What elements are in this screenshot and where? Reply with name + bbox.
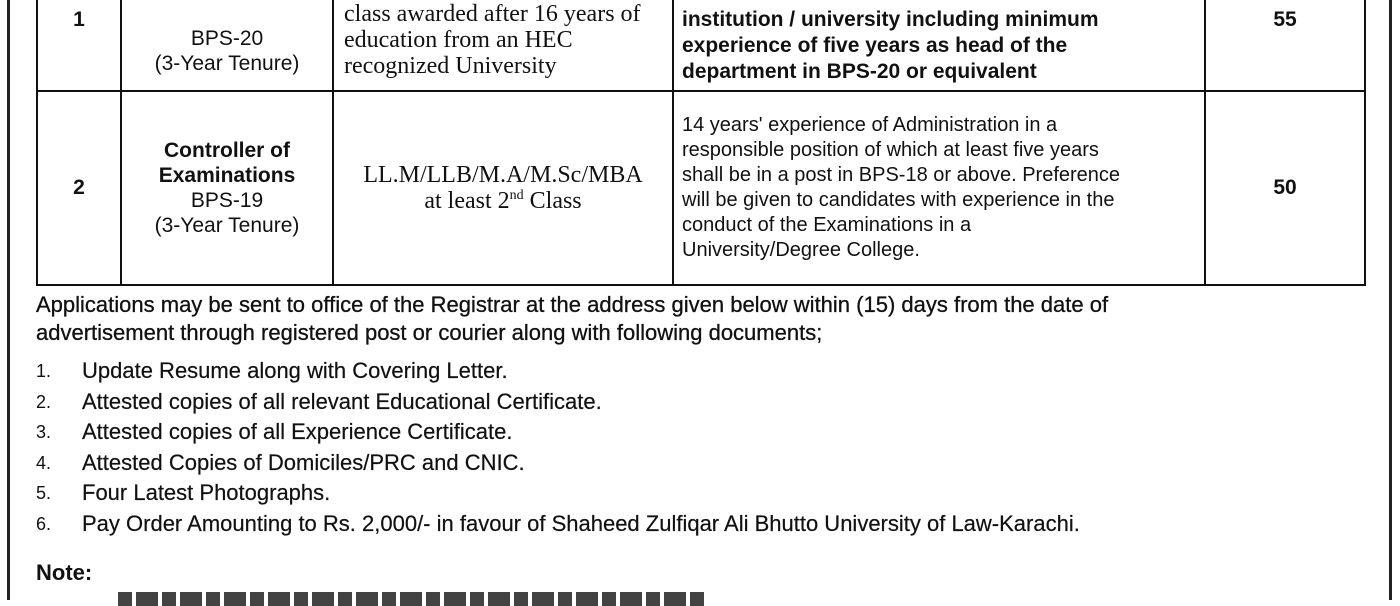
table-row	[37, 0, 1365, 91]
experience-cell	[673, 0, 1205, 91]
item-number: 3.	[36, 422, 52, 442]
experience-line: experience of five years as head of the	[682, 34, 1068, 57]
qualification-line: education from an HEC	[344, 27, 573, 53]
item-text: Attested copies of all relevant Educational Certificate.	[82, 388, 602, 414]
post-cell	[121, 0, 333, 91]
experience-line: conduct of the Examinations in a	[682, 214, 972, 236]
instruction-line: advertisement through registered post or courier along with following documents;	[36, 320, 823, 345]
qualification-cell	[333, 91, 673, 285]
experience-line: shall be in a post in BPS-18 or above. Preference	[682, 164, 1121, 186]
post-title: Examinations	[158, 164, 296, 187]
post-tenure: (3-Year Tenure)	[154, 52, 300, 75]
experience-line: department in BPS-20 or equivalent	[682, 60, 1037, 83]
age-limit: 55	[1205, 0, 1365, 91]
list-item	[36, 448, 1376, 479]
experience-cell	[673, 91, 1205, 285]
list-item	[36, 417, 1376, 448]
experience-line: institution / university including minimum	[682, 8, 1099, 31]
cropped-text-line	[118, 592, 708, 606]
qualification-cell	[333, 0, 673, 91]
note-heading: Note:	[36, 560, 93, 585]
page-border-left	[7, 0, 10, 600]
experience-line: will be given to candidates with experience in the	[682, 189, 1115, 211]
qualification-text: Class	[523, 188, 582, 214]
required-documents-list	[36, 356, 1376, 539]
experience-line: University/Degree College.	[682, 239, 920, 261]
item-text: Attested copies of all Experience Certificate.	[82, 419, 513, 444]
qualification-text: at least 2	[424, 188, 510, 214]
positions-table	[36, 0, 1366, 286]
item-text: Pay Order Amounting to Rs. 2,000/- in favour of Shaheed Zulfiqar Ali Bhutto University of Law-Karachi.	[82, 510, 1080, 536]
qualification-line: LL.M/LLB/M.A/M.Sc/MBA	[363, 162, 643, 188]
table-row	[37, 91, 1365, 285]
experience-line: 14 years' experience of Administration in a	[682, 114, 1058, 136]
item-number: 5.	[36, 483, 52, 503]
post-scale: BPS-20	[190, 27, 264, 50]
item-number: 4.	[36, 452, 52, 473]
list-item	[36, 509, 1376, 540]
post-title: Controller of	[164, 139, 290, 162]
instruction-line: Applications may be sent to office of the Registrar at the address given below within (15) days from the date of	[36, 292, 1109, 317]
age-limit: 50	[1205, 91, 1365, 285]
qualification-line	[344, 188, 662, 214]
post-tenure: (3-Year Tenure)	[154, 214, 300, 237]
application-instructions	[36, 291, 1376, 347]
page-border-right	[1389, 0, 1392, 600]
list-item	[36, 478, 1376, 509]
serial-number: 1	[37, 0, 121, 91]
item-number: 6.	[36, 513, 52, 534]
item-text: Attested Copies of Domiciles/PRC and CNIC.	[82, 449, 525, 475]
list-item	[36, 387, 1376, 418]
serial-number: 2	[37, 91, 121, 285]
qualification-line: recognized University	[344, 53, 557, 79]
post-cell	[121, 91, 333, 285]
ordinal-suffix: nd	[509, 188, 524, 203]
qualification-line: class awarded after 16 years of	[344, 1, 641, 27]
item-number: 1.	[36, 361, 52, 381]
list-item	[36, 356, 1376, 387]
item-number: 2.	[36, 391, 52, 412]
experience-line: responsible position of which at least five years	[682, 139, 1099, 161]
item-text: Update Resume along with Covering Letter.	[82, 358, 508, 383]
item-text: Four Latest Photographs.	[82, 480, 331, 505]
post-scale: BPS-19	[190, 189, 264, 212]
